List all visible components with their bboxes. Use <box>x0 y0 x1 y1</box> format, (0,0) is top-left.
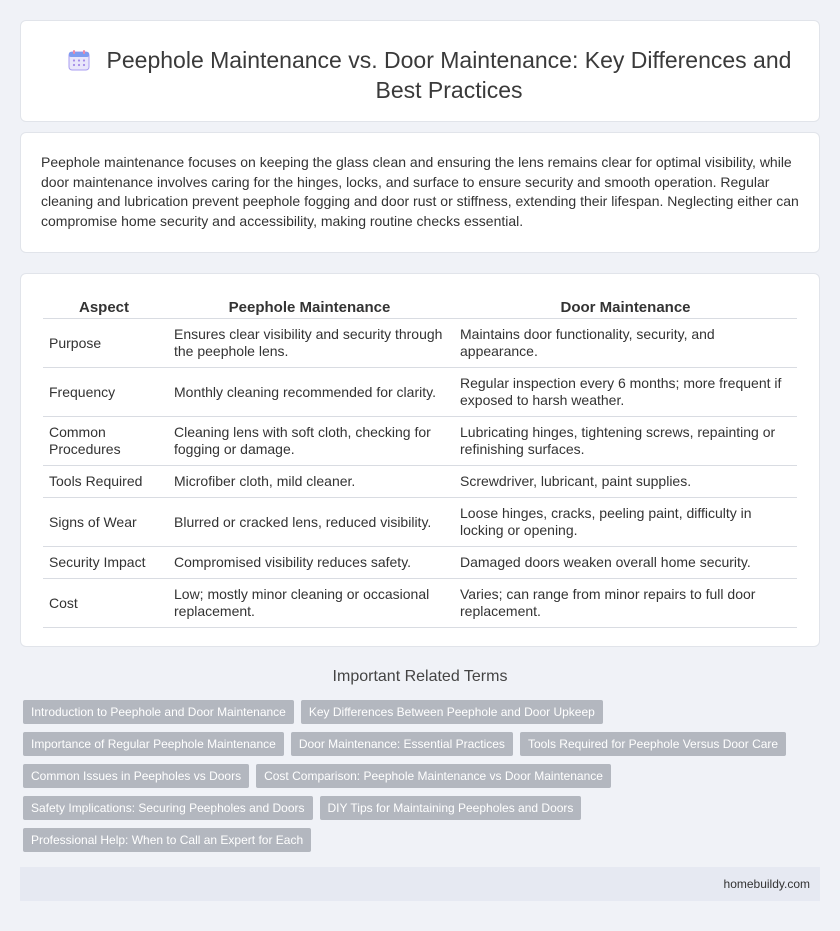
related-term-tag[interactable]: DIY Tips for Maintaining Peepholes and Doors <box>320 796 582 820</box>
related-term-tag[interactable]: Key Differences Between Peephole and Door Upkeep <box>301 700 603 724</box>
related-term-tag[interactable]: Importance of Regular Peephole Maintenance <box>23 732 284 756</box>
related-term-tag[interactable]: Door Maintenance: Essential Practices <box>291 732 513 756</box>
related-terms-list <box>23 700 813 860</box>
cell-aspect: Common Procedures <box>43 417 165 466</box>
related-terms-row <box>23 764 813 788</box>
column-header-aspect: Aspect <box>43 296 165 319</box>
calendar-icon <box>68 49 90 71</box>
cell-aspect: Frequency <box>43 368 165 417</box>
cell-aspect: Security Impact <box>43 547 165 579</box>
cell-peephole: Compromised visibility reduces safety. <box>168 547 451 579</box>
table-row <box>43 466 797 498</box>
cell-peephole: Blurred or cracked lens, reduced visibility. <box>168 498 451 547</box>
table-header-row <box>43 296 797 319</box>
cell-aspect: Signs of Wear <box>43 498 165 547</box>
table-row <box>43 368 797 417</box>
comparison-table <box>43 296 797 628</box>
footer <box>20 867 820 901</box>
related-term-tag[interactable]: Introduction to Peephole and Door Maintenance <box>23 700 294 724</box>
related-terms-row <box>23 700 813 724</box>
comparison-card <box>20 273 820 647</box>
table-row <box>43 547 797 579</box>
page-title: Peephole Maintenance vs. Door Maintenance: Key Differences and Best Practices <box>106 47 792 103</box>
cell-peephole: Microfiber cloth, mild cleaner. <box>168 466 451 498</box>
related-term-tag[interactable]: Safety Implications: Securing Peepholes and Doors <box>23 796 313 820</box>
column-header-door: Door Maintenance <box>454 296 797 319</box>
table-row <box>43 579 797 628</box>
footer-site[interactable]: homebuildy.com <box>723 877 810 891</box>
related-terms-row <box>23 732 813 756</box>
cell-door: Loose hinges, cracks, peeling paint, difficulty in locking or opening. <box>454 498 797 547</box>
related-terms-title: Important Related Terms <box>332 668 508 685</box>
related-term-tag[interactable]: Professional Help: When to Call an Expert for Each <box>23 828 311 852</box>
cell-door: Varies; can range from minor repairs to full door replacement. <box>454 579 797 628</box>
related-terms-row <box>23 828 813 852</box>
column-header-peephole: Peephole Maintenance <box>168 296 451 319</box>
table-row <box>43 319 797 368</box>
cell-aspect: Cost <box>43 579 165 628</box>
cell-door: Lubricating hinges, tightening screws, repainting or refinishing surfaces. <box>454 417 797 466</box>
table-row <box>43 498 797 547</box>
intro-card <box>20 132 820 253</box>
cell-peephole: Low; mostly minor cleaning or occasional replacement. <box>168 579 451 628</box>
cell-aspect: Tools Required <box>43 466 165 498</box>
cell-peephole: Cleaning lens with soft cloth, checking for fogging or damage. <box>168 417 451 466</box>
intro-paragraph: Peephole maintenance focuses on keeping the glass clean and ensuring the lens remains clear for optimal visibility, while door maintenance involves caring for the hinges, locks, and surface to ensure security and smooth operation. Regular cleaning and lubrication prevent peephole fogging and door rust or stiffness, extending their lifespan. Neglecting either can compromise home security and accessibility, making routine checks essential. <box>41 154 799 229</box>
related-term-tag[interactable]: Tools Required for Peephole Versus Door Care <box>520 732 786 756</box>
table-row <box>43 417 797 466</box>
cell-aspect: Purpose <box>43 319 165 368</box>
cell-door: Damaged doors weaken overall home security. <box>454 547 797 579</box>
related-term-tag[interactable]: Common Issues in Peepholes vs Doors <box>23 764 249 788</box>
cell-door: Maintains door functionality, security, and appearance. <box>454 319 797 368</box>
title-card <box>20 20 820 122</box>
related-term-tag[interactable]: Cost Comparison: Peephole Maintenance vs Door Maintenance <box>256 764 611 788</box>
cell-peephole: Ensures clear visibility and security through the peephole lens. <box>168 319 451 368</box>
cell-door: Regular inspection every 6 months; more frequent if exposed to harsh weather. <box>454 368 797 417</box>
cell-peephole: Monthly cleaning recommended for clarity. <box>168 368 451 417</box>
cell-door: Screwdriver, lubricant, paint supplies. <box>454 466 797 498</box>
related-terms-row <box>23 796 813 820</box>
